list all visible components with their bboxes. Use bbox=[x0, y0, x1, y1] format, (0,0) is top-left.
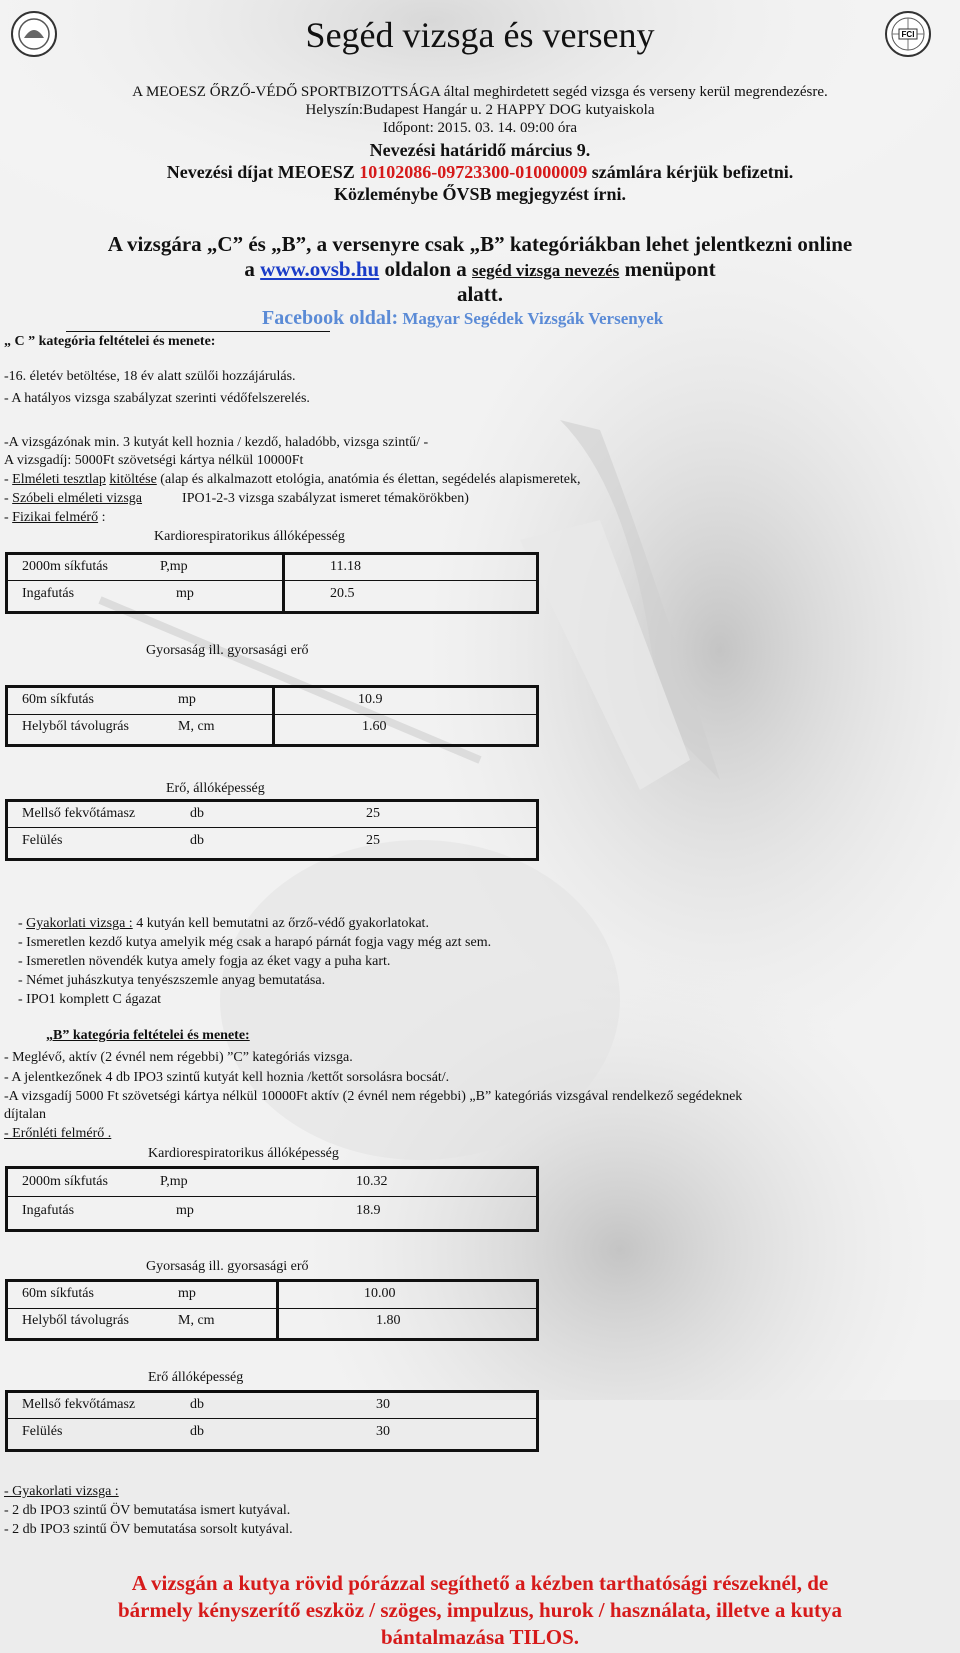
dash: - bbox=[4, 491, 13, 506]
c-line-4: A vizsgadíj: 5000Ft szövetségi kártya nélkül 10000Ft bbox=[4, 453, 304, 468]
cell-unit: mp bbox=[176, 1202, 194, 1218]
theory-fill: kitöltése bbox=[109, 472, 157, 487]
apply-line-1: A vizsgára „C” és „B”, a versenyre csak „B” kategóriákban lehet jelentkezni online bbox=[107, 232, 853, 256]
c-cap-strength: Erő, állóképesség bbox=[166, 781, 265, 796]
apply-a: a bbox=[244, 257, 261, 281]
fitness-colon: : bbox=[98, 510, 106, 525]
b-strength-table bbox=[22, 1391, 390, 1445]
fitness-test: Fizikai felmérő bbox=[12, 510, 99, 525]
cell-unit: mp bbox=[176, 585, 194, 601]
cell-event: Ingafutás bbox=[22, 1202, 75, 1218]
c-practical-3: - Német juhászkutya tenyészszemle anyag bemutatása. bbox=[18, 973, 326, 988]
dash: - bbox=[4, 510, 13, 525]
fee-suffix: számlára kérjük befizetni. bbox=[587, 162, 794, 182]
facebook-line bbox=[262, 307, 663, 330]
table-row bbox=[22, 1418, 390, 1445]
fee-prefix: Nevezési díjat MEOESZ bbox=[166, 162, 360, 182]
c-line-1: -16. életév betöltése, 18 év alatt szülői hozzájárulás. bbox=[4, 369, 296, 384]
cell-unit: P,mp bbox=[160, 1173, 188, 1189]
cell-unit: db bbox=[190, 1423, 204, 1439]
b-line-4: díjtalan bbox=[4, 1107, 46, 1122]
apply-mid: oldalon a bbox=[379, 257, 472, 281]
date-line: Időpont: 2015. 03. 14. 09:00 óra bbox=[382, 120, 578, 136]
theory-topics: (alap és alkalmazott etológia, anatómia és élettan, segédelés alapismeretek, bbox=[156, 472, 581, 487]
b-cardio-table bbox=[22, 1167, 388, 1225]
table-row bbox=[22, 686, 387, 713]
c-speed-table bbox=[22, 686, 387, 740]
b-speed-table bbox=[22, 1280, 401, 1334]
cell-value: 20.5 bbox=[330, 585, 355, 601]
warning-line-2: bármely kényszerítő eszköz / szöges, impulzus, hurok / használata, illetve a kutya bbox=[117, 1598, 843, 1622]
cell-unit: mp bbox=[178, 691, 196, 707]
heading-rule bbox=[66, 331, 330, 332]
table-row bbox=[22, 827, 380, 854]
cell-event: Felülés bbox=[22, 1423, 63, 1439]
c-strength-table bbox=[22, 800, 380, 854]
practical-exam: Gyakorlati vizsga : bbox=[26, 916, 133, 931]
cell-event: 2000m síkfutás bbox=[22, 558, 108, 574]
table-row bbox=[22, 580, 361, 607]
cell-event: Mellső fekvőtámasz bbox=[22, 1396, 136, 1412]
cell-unit: db bbox=[190, 832, 204, 848]
b-cap-speed: Gyorsaság ill. gyorsasági erő bbox=[146, 1259, 309, 1274]
apply-line-3: alatt. bbox=[456, 282, 504, 306]
cell-event: Helyből távolugrás bbox=[22, 1312, 129, 1328]
cell-event: Mellső fekvőtámasz bbox=[22, 805, 136, 821]
apply-end: menüpont bbox=[619, 257, 716, 281]
note-line: Közleménybe ŐVSB megjegyzést írni. bbox=[334, 184, 626, 204]
cell-unit: M, cm bbox=[178, 718, 215, 734]
svg-text:FCI: FCI bbox=[901, 30, 915, 39]
account-number: 10102086-09723300-01000009 bbox=[359, 162, 588, 182]
c-oral-line bbox=[4, 490, 469, 508]
cell-event: 2000m síkfutás bbox=[22, 1173, 108, 1189]
cell-value: 1.60 bbox=[362, 718, 387, 734]
table-row bbox=[22, 1391, 390, 1418]
practical-desc: 4 kutyán kell bemutatni az őrző-védő gyakorlatokat. bbox=[132, 916, 429, 931]
cell-value: 11.18 bbox=[330, 558, 361, 574]
cell-value: 10.00 bbox=[364, 1285, 396, 1301]
cell-unit: P,mp bbox=[160, 558, 188, 574]
page-title: Segéd vizsga és verseny bbox=[305, 15, 655, 55]
warning-line-3: bántalmazása TILOS. bbox=[381, 1625, 579, 1649]
theory-test: Elméleti tesztlap bbox=[12, 472, 106, 487]
cell-unit: db bbox=[190, 805, 204, 821]
organizer-line: A MEOESZ ŐRZŐ-VÉDŐ SPORTBIZOTTSÁGA által meghirdetett segéd vizsga és verseny kerül megrendezésre. bbox=[132, 84, 828, 100]
cell-unit: M, cm bbox=[178, 1312, 215, 1328]
c-cap-speed: Gyorsaság ill. gyorsasági erő bbox=[146, 643, 309, 658]
table-row bbox=[22, 1307, 401, 1334]
cell-event: Felülés bbox=[22, 832, 63, 848]
b-practical-1: - 2 db IPO3 szintű ÖV bemutatása ismert kutyával. bbox=[4, 1503, 291, 1518]
table-row bbox=[22, 1167, 388, 1196]
warning-line-1: A vizsgán a kutya rövid pórázzal segíthető a kézben tarthatósági részeknél, de bbox=[131, 1571, 829, 1595]
table-row bbox=[22, 1196, 388, 1225]
cell-value: 25 bbox=[366, 805, 380, 821]
cell-unit: mp bbox=[178, 1285, 196, 1301]
facebook-label: Facebook oldal: bbox=[262, 307, 399, 329]
table-row bbox=[22, 713, 387, 740]
dash: - bbox=[4, 472, 13, 487]
cell-event: Ingafutás bbox=[22, 585, 75, 601]
b-line-2: - A jelentkezőnek 4 db IPO3 szintű kutyát kell hoznia /kettőt sorsolásra bocsát/. bbox=[4, 1070, 450, 1085]
cell-event: 60m síkfutás bbox=[22, 691, 94, 707]
table-row bbox=[22, 553, 361, 580]
ovsb-link[interactable]: www.ovsb.hu bbox=[260, 257, 380, 281]
apply-line-2 bbox=[0, 257, 960, 283]
c-line-3: -A vizsgázónak min. 3 kutyát kell hoznia / kezdő, haladóbb, vizsga szintű/ - bbox=[4, 435, 429, 450]
menu-name: segéd vizsga nevezés bbox=[472, 261, 620, 280]
cell-value: 10.9 bbox=[358, 691, 383, 707]
c-cardio-table bbox=[22, 553, 361, 607]
cell-value: 30 bbox=[376, 1396, 390, 1412]
cell-event: 60m síkfutás bbox=[22, 1285, 94, 1301]
venue-line: Helyszín:Budapest Hangár u. 2 HAPPY DOG kutyaiskola bbox=[305, 102, 655, 118]
b-practical-2: - 2 db IPO3 szintű ÖV bemutatása sorsolt kutyával. bbox=[4, 1522, 293, 1537]
c-practical-4: - IPO1 komplett C ágazat bbox=[18, 992, 162, 1007]
c-line-2: - A hatályos vizsga szabályzat szerinti védőfelszerelés. bbox=[4, 391, 310, 406]
facebook-page-name: Magyar Segédek Vizsgák Versenyek bbox=[398, 309, 664, 328]
table-row bbox=[22, 800, 380, 827]
c-practical-1: - Ismeretlen kezdő kutya amelyik még csak a harapó párnát fogja vagy még azt sem. bbox=[18, 935, 492, 950]
c-theory-line bbox=[4, 471, 581, 489]
cell-value: 18.9 bbox=[356, 1202, 381, 1218]
b-category-heading: „B” kategória feltételei és menete: bbox=[46, 1028, 250, 1043]
cell-value: 10.32 bbox=[356, 1173, 388, 1189]
dash: - bbox=[18, 916, 27, 931]
b-cap-strength: Erő állóképesség bbox=[148, 1370, 244, 1385]
c-fitness-line bbox=[4, 509, 105, 527]
fee-line bbox=[0, 161, 960, 183]
c-category-heading: „ C ” kategória feltételei és menete: bbox=[4, 334, 216, 349]
oral-topics: IPO1-2-3 vizsga szabályzat ismeret témakörökben) bbox=[182, 491, 469, 506]
b-line-1: - Meglévő, aktív (2 évnél nem régebbi) ”C” kategóriás vizsga. bbox=[4, 1050, 353, 1065]
table-row bbox=[22, 1280, 401, 1307]
c-practical-line bbox=[18, 915, 429, 933]
cell-value: 30 bbox=[376, 1423, 390, 1439]
b-fitness: - Erőnléti felmérő . bbox=[4, 1126, 112, 1141]
cell-event: Helyből távolugrás bbox=[22, 718, 129, 734]
b-practical: - Gyakorlati vizsga : bbox=[4, 1484, 119, 1499]
b-cap-cardio: Kardiorespiratorikus állóképesség bbox=[148, 1146, 339, 1161]
c-practical-2: - Ismeretlen növendék kutya amely fogja az éket vagy a puha kart. bbox=[18, 954, 391, 969]
deadline-line: Nevezési határidő március 9. bbox=[369, 140, 591, 160]
cell-value: 25 bbox=[366, 832, 380, 848]
oral-exam: Szóbeli elméleti vizsga bbox=[12, 491, 143, 506]
b-line-3: -A vizsgadíj 5000 Ft szövetségi kártya nélkül 10000Ft aktív (2 évnél nem régebbi) „B” kategóriás vizsgával rendelkező segédeknek bbox=[4, 1089, 743, 1104]
cell-value: 1.80 bbox=[376, 1312, 401, 1328]
cell-unit: db bbox=[190, 1396, 204, 1412]
c-cap-cardio: Kardiorespiratorikus állóképesség bbox=[154, 529, 345, 544]
